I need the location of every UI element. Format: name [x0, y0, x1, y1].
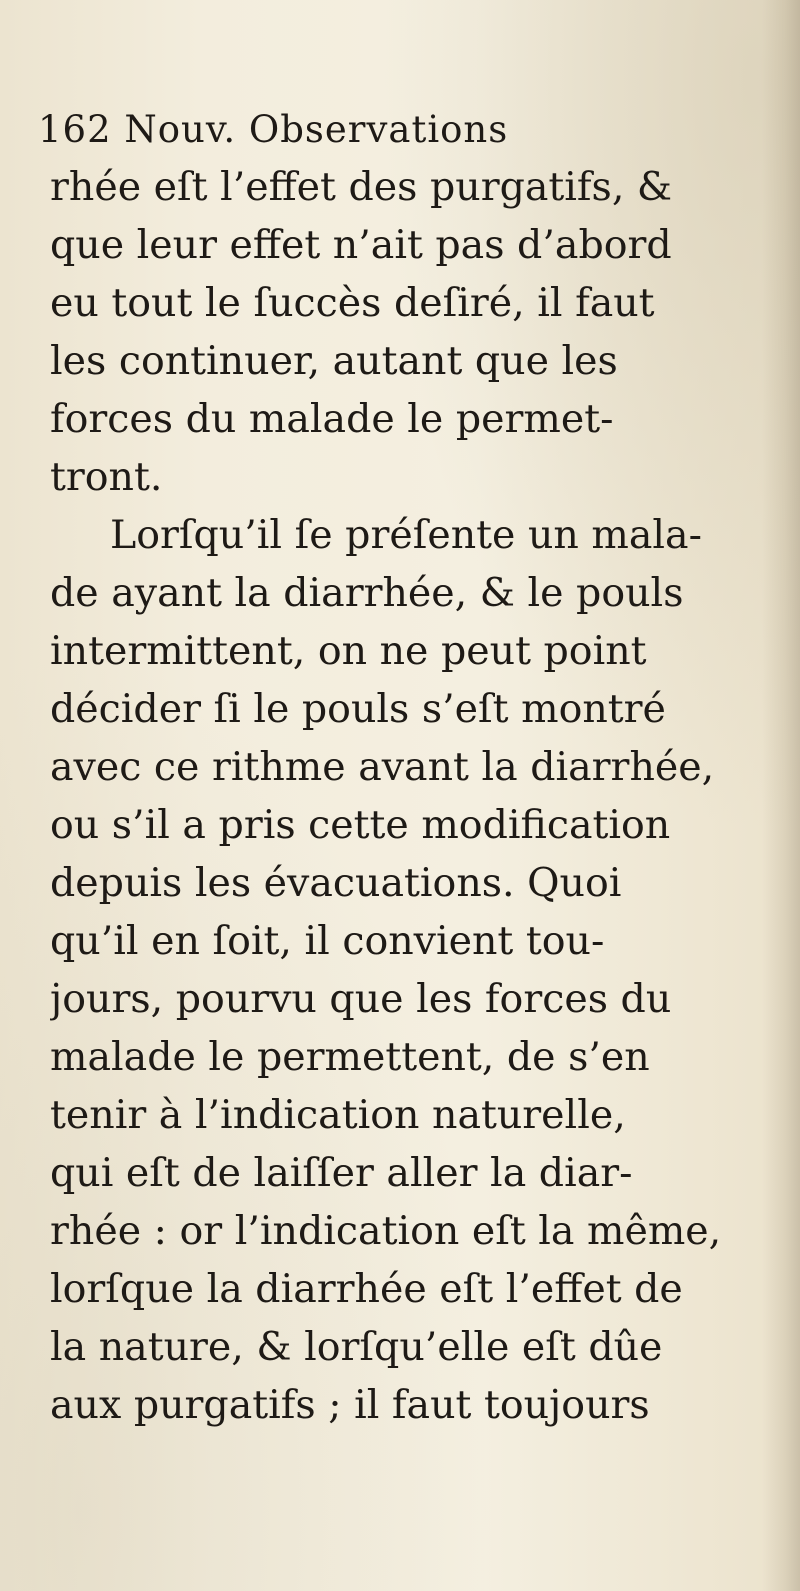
text-line: malade le permettent, de s’en [50, 1034, 650, 1080]
text-line: tront. [50, 454, 163, 500]
text-line: tenir à l’indication naturelle, [50, 1092, 626, 1138]
text-line: depuis les évacuations. Quoi [50, 860, 622, 906]
text-line: avec ce rithme avant la diarrhée, [50, 744, 715, 790]
paragraph-start-line: Lorſqu’il ſe préſente un mala- [110, 512, 702, 558]
text-line: rhée eſt l’effet des purgatifs, & [50, 164, 673, 210]
text-line: la nature, & lorſqu’elle eſt dûe [50, 1324, 663, 1370]
text-line: aux purgatifs ; il faut toujours [50, 1382, 650, 1428]
text-line: les continuer, autant que les [50, 338, 618, 384]
text-line: décider ſi le pouls s’eſt montré [50, 686, 666, 732]
text-line: rhée : or l’indication eſt la même, [50, 1208, 722, 1254]
text-line: qu’il en ſoit, il convient tou- [50, 918, 605, 964]
running-header: 162 Nouv. Observations [38, 108, 509, 151]
text-line: jours, pourvu que les forces du [50, 976, 672, 1022]
text-line: qui eſt de laiſſer aller la diar- [50, 1150, 633, 1196]
text-line: que leur effet n’ait pas d’abord [50, 222, 672, 268]
text-line: ou s’il a pris cette modification [50, 802, 671, 848]
text-line: de ayant la diarrhée, & le pouls [50, 570, 684, 616]
text-line: eu tout le ſuccès deſiré, il faut [50, 280, 655, 326]
text-line: forces du malade le permet- [50, 396, 614, 442]
text-line: intermittent, on ne peut point [50, 628, 647, 674]
text-line: lorſque la diarrhée eſt l’effet de [50, 1266, 683, 1312]
